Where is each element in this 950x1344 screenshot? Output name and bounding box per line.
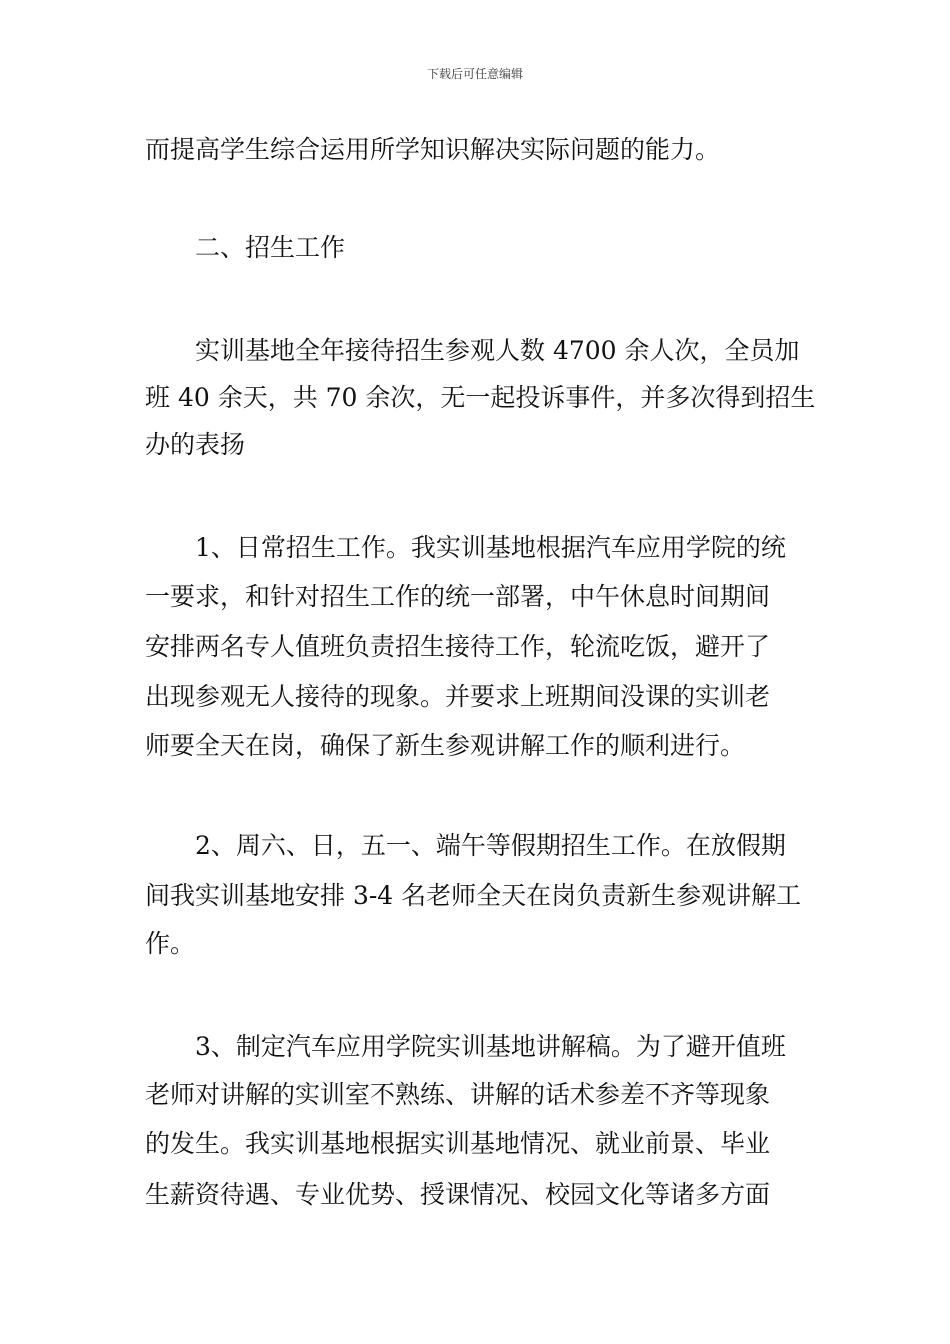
text-line: 办的表扬 [145,430,246,459]
text-line: 出现参观无人接待的现象。并要求上班期间没课的实训老 [145,682,771,711]
text-line: 作。 [145,929,196,958]
page-header: 下载后可任意编辑 [426,67,523,81]
text-line: 的发生。我实训基地根据实训基地情况、就业前景、毕业 [145,1129,771,1158]
text-line: 间我实训基地安排 3-4 名老师全天在岗负责新生参观讲解工 [145,881,802,910]
section-heading: 二、招生工作 [195,233,346,262]
text-line: 2、周六、日，五一、端午等假期招生工作。在放假期 [195,831,786,860]
text-line: 一要求，和针对招生工作的统一部署，中午休息时间期间 [145,582,771,611]
text-line: 1、日常招生工作。我实训基地根据汽车应用学院的统 [195,533,786,562]
text-line: 而提高学生综合运用所学知识解决实际问题的能力。 [145,135,721,164]
text-line: 老师对讲解的实训室不熟练、讲解的话术参差不齐等现象 [145,1080,771,1109]
text-line: 实训基地全年接待招生参观人数 4700 余人次，全员加 [195,336,800,365]
text-line: 生薪资待遇、专业优势、授课情况、校园文化等诸多方面 [145,1180,771,1209]
text-line: 3、制定汽车应用学院实训基地讲解稿。为了避开值班 [195,1032,786,1061]
text-line: 班 40 余天，共 70 余次，无一起投诉事件，并多次得到招生 [145,383,816,412]
text-line: 师要全天在岗，确保了新生参观讲解工作的顺利进行。 [145,731,746,760]
text-line: 安排两名专人值班负责招生接待工作，轮流吃饭，避开了 [145,632,771,661]
